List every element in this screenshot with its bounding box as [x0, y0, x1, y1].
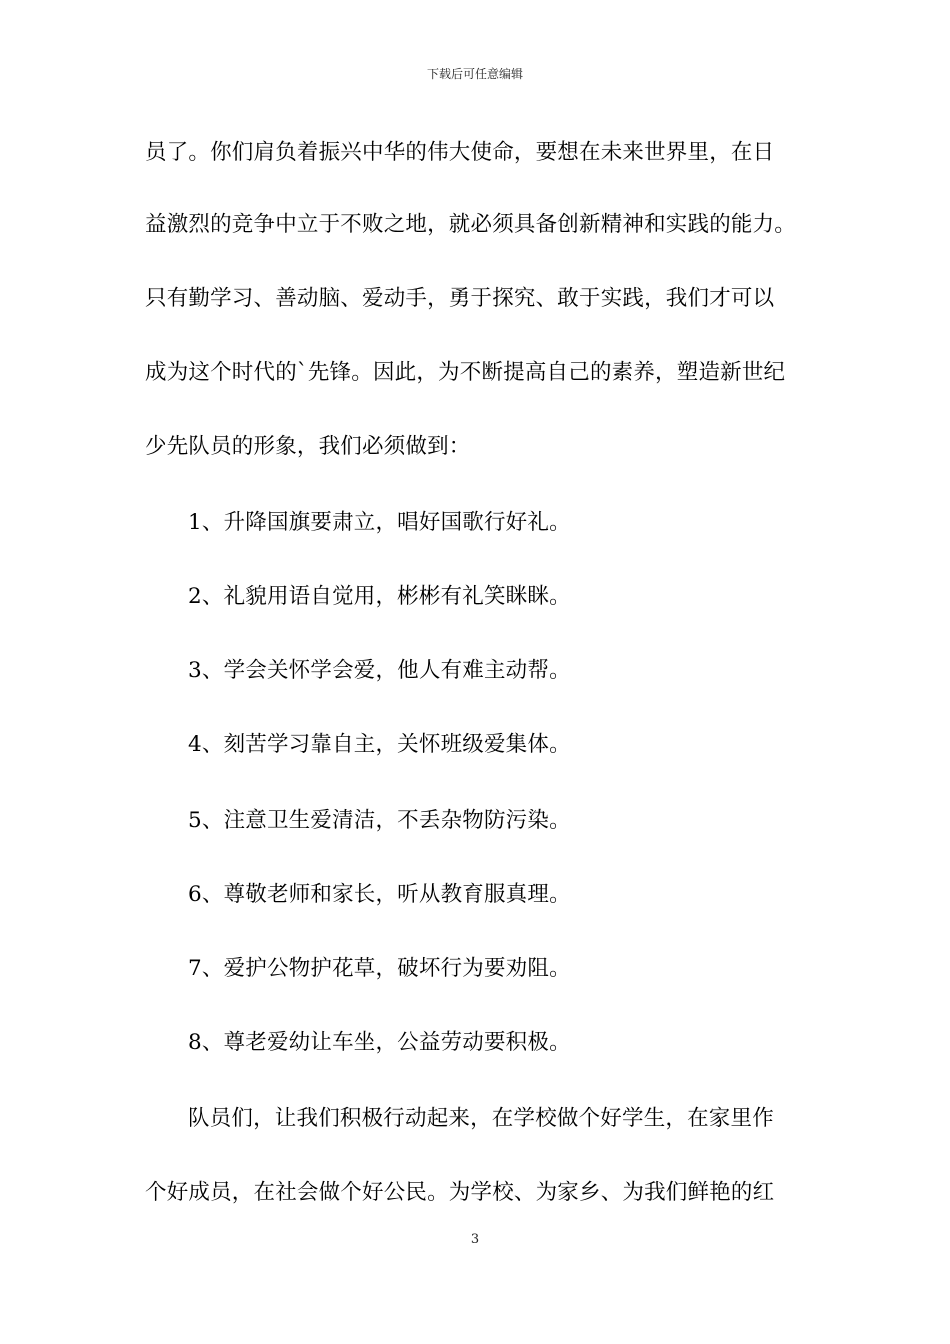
list-item: 1、升降国旗要肃立，唱好国歌行好礼。 [188, 510, 571, 535]
list-item: 8、尊老爱幼让车坐，公益劳动要积极。 [188, 1030, 571, 1055]
closing-line: 个好成员，在社会做个好公民。为学校、为家乡、为我们鲜艳的红 [145, 1180, 775, 1205]
page-header: 下载后可任意编辑 [426, 67, 523, 81]
body-line: 少先队员的形象，我们必须做到： [145, 434, 471, 459]
page-number: 3 [470, 1232, 480, 1247]
list-item: 5、注意卫生爱清洁，不丢杂物防污染。 [188, 808, 571, 833]
list-item: 2、礼貌用语自觉用，彬彬有礼笑眯眯。 [188, 584, 571, 609]
list-item: 3、学会关怀学会爱，他人有难主动帮。 [188, 658, 571, 683]
body-line: 益激烈的竞争中立于不败之地，就必须具备创新精神和实践的能力。 [145, 212, 797, 237]
closing-line: 队员们，让我们积极行动起来，在学校做个好学生，在家里作 [188, 1106, 774, 1131]
body-line: 员了。你们肩负着振兴中华的伟大使命，要想在未来世界里，在日 [145, 140, 775, 165]
list-item: 7、爱护公物护花草，破坏行为要劝阻。 [188, 956, 571, 981]
list-item: 4、刻苦学习靠自主，关怀班级爱集体。 [188, 732, 571, 757]
body-line: 成为这个时代的`先锋。因此，为不断提高自己的素养，塑造新世纪 [145, 360, 786, 385]
body-line: 只有勤学习、善动脑、爱动手，勇于探究、敢于实践，我们才可以 [145, 286, 775, 311]
list-item: 6、尊敬老师和家长，听从教育服真理。 [188, 882, 571, 907]
